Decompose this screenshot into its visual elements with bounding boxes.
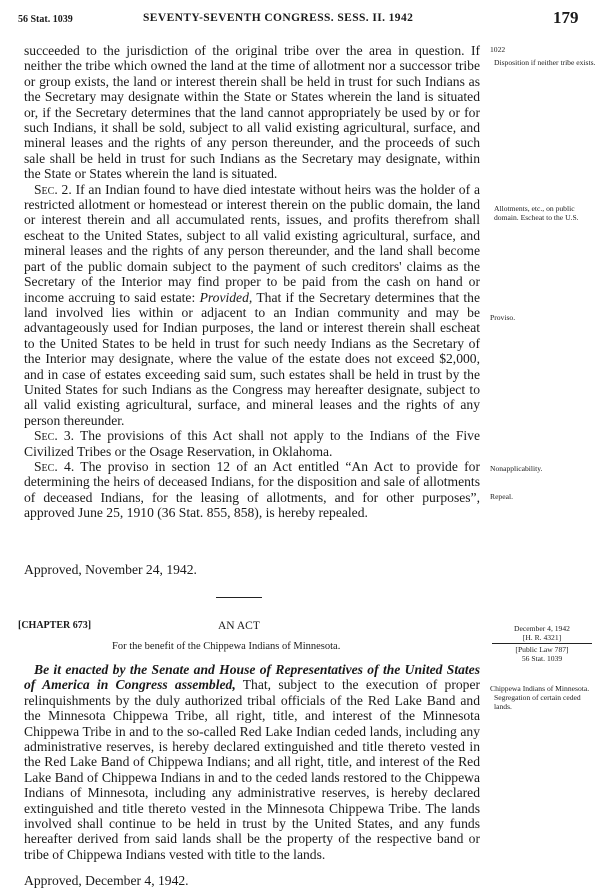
main-text-upper	[24, 43, 480, 521]
approval-line-2: Approved, December 4, 1942.	[24, 873, 189, 888]
statute-citation: 56 Stat. 1039	[18, 14, 73, 25]
margin-note-ref	[490, 45, 594, 54]
approval-line-1: Approved, November 24, 1942.	[24, 562, 197, 577]
margin-note-repeal: Repeal.	[490, 492, 513, 501]
section-1-continuation: succeeded to the jurisdiction of the original tribe over the area in question. If neither the tribe which owned the land at the time of allotment nor a successor tribe or group exists, the land or interest therein shall be held in trust for such Indians as the Secretary may designate within the State or States wherein the land is situated or, if the Secretary determines that the land cannot appropriately be used by or for such Indians, it shall be sold, subject to all valid existing agricultural, surface, and mineral leases and the rights of any person thereunder, and the proceeds of such sale shall be held in trust for such Indians as the Secretary may designate, within the State or States wherein the land is situated.	[24, 43, 480, 182]
ref-stat: 56 Stat. 1039	[521, 654, 563, 663]
section-3-label: Sec. 3.	[34, 428, 75, 444]
margin-chippewa-title: Chippewa Indians of Minnesota.	[490, 684, 590, 693]
margin-note-nonapplicability: Nonapplicability.	[490, 464, 543, 473]
ref-bill: [H. R. 4321]	[522, 633, 562, 642]
act-purpose: For the benefit of the Chippewa Indians of Minnesota.	[112, 641, 341, 652]
ref-date: December 4, 1942	[514, 624, 570, 633]
section-4-label: Sec. 4.	[34, 458, 75, 474]
margin-note-allotments: Allotments, etc., on public domain. Escheat to the U.S.	[494, 204, 579, 222]
section-4-text: The proviso in section 12 of an Act entitled “An Act to provide for determining the heirs of deceased Indians, for the disposition and sale of allotments of deceased Indians, for the leasing of allotments, and for other purposes”, approved June 25, 1910 (36 Stat. 855, 858), is hereby repealed.	[24, 458, 480, 521]
proviso-word: Provided,	[199, 289, 253, 305]
act-text: That, subject to the execution of proper relinquishments by the duly authorized tribal officials of the Red Lake Band and the Minnesota Chippewa Tribe, all right, title, and interest of the Minnesota Chippewa Tribe in and to the so-called Red Lake Indian ceded lands, including any administrative reserves, is hereby declared extinguished and title thereto vested in the Red Lake Band of Chippewa Indians; and all right, title, and interest of the Red Lake Band of Chippewa Indians in and to the ceded lands restored to the Chippewa Indians of Minnesota, including any administrative reserves, is hereby declared extinguished and title thereto vested in the Minnesota Chippewa Tribe. The lands involved shall continue to be held in trust by the United States, and any funds hereafter derived from said lands shall be the property of the respective band or tribe of Chippewa Indians vested with title to the lands.	[24, 677, 481, 862]
margin-note-proviso: Proviso.	[490, 313, 516, 322]
chapter-divider	[216, 597, 262, 598]
section-2-text-a: If an Indian found to have died intestate without heirs was the holder of a restricted allotment or homestead or interest therein on the public domain, the land or interest therein and all accumulated rents, issues, and profits therefrom shall escheat to the United States, subject to all valid existing agricultural, surface, and mineral leases and the rights of any person thereunder, and the land shall become part of the public domain subject to the payment of such creditors' claims as the Secretary of the Interior may find proper to be paid from the cash on hand or income accruing to said estate:	[24, 181, 480, 305]
ref-public-law: [Public Law 787]	[515, 645, 569, 654]
section-2-label: Sec. 2.	[34, 181, 72, 197]
running-head: SEVENTY-SEVENTH CONGRESS. SESS. II. 1942	[143, 12, 414, 24]
page-number: 179	[553, 8, 579, 27]
margin-notes	[490, 0, 594, 892]
enacting-formula: Be it enacted by the Senate and House of Representatives of the United States of America in Congress assembled,	[24, 662, 480, 693]
main-text-lower	[24, 662, 480, 862]
section-4	[24, 459, 480, 521]
margin-segregation: Segregation of certain ceded lands.	[494, 693, 581, 711]
section-2	[24, 182, 480, 429]
margin-note-chippewa	[490, 684, 594, 711]
section-3-text: The provisions of this Act shall not apply to the Indians of the Five Civilized Tribes or the Osage Reservation, in Oklahoma.	[24, 428, 480, 459]
margin-note-disposition: Disposition if neither tribe exists.	[494, 58, 596, 67]
chapter-number: [CHAPTER 673]	[18, 620, 92, 631]
margin-ref-number: 1022	[490, 45, 506, 54]
act-heading: AN ACT	[218, 620, 260, 632]
enacting-clause	[24, 662, 480, 862]
section-3	[24, 428, 480, 459]
section-2-text-b: That if the Secretary determines that the land involved lies within or adjacent to an Indian community and may be advantageously used for Indian purposes, the land or interest therein shall escheat to the United States to be held in trust for such needy Indians as the Secretary of the Interior may designate, where the value of the estate does not exceed $2,000, and in case of estates exceeding said sum, such estates shall be held in trust by the United States for such Indians as the Congress may hereafter designate, subject to all valid existing agricultural, surface, and mineral leases and the rights of any person thereunder.	[24, 289, 481, 428]
